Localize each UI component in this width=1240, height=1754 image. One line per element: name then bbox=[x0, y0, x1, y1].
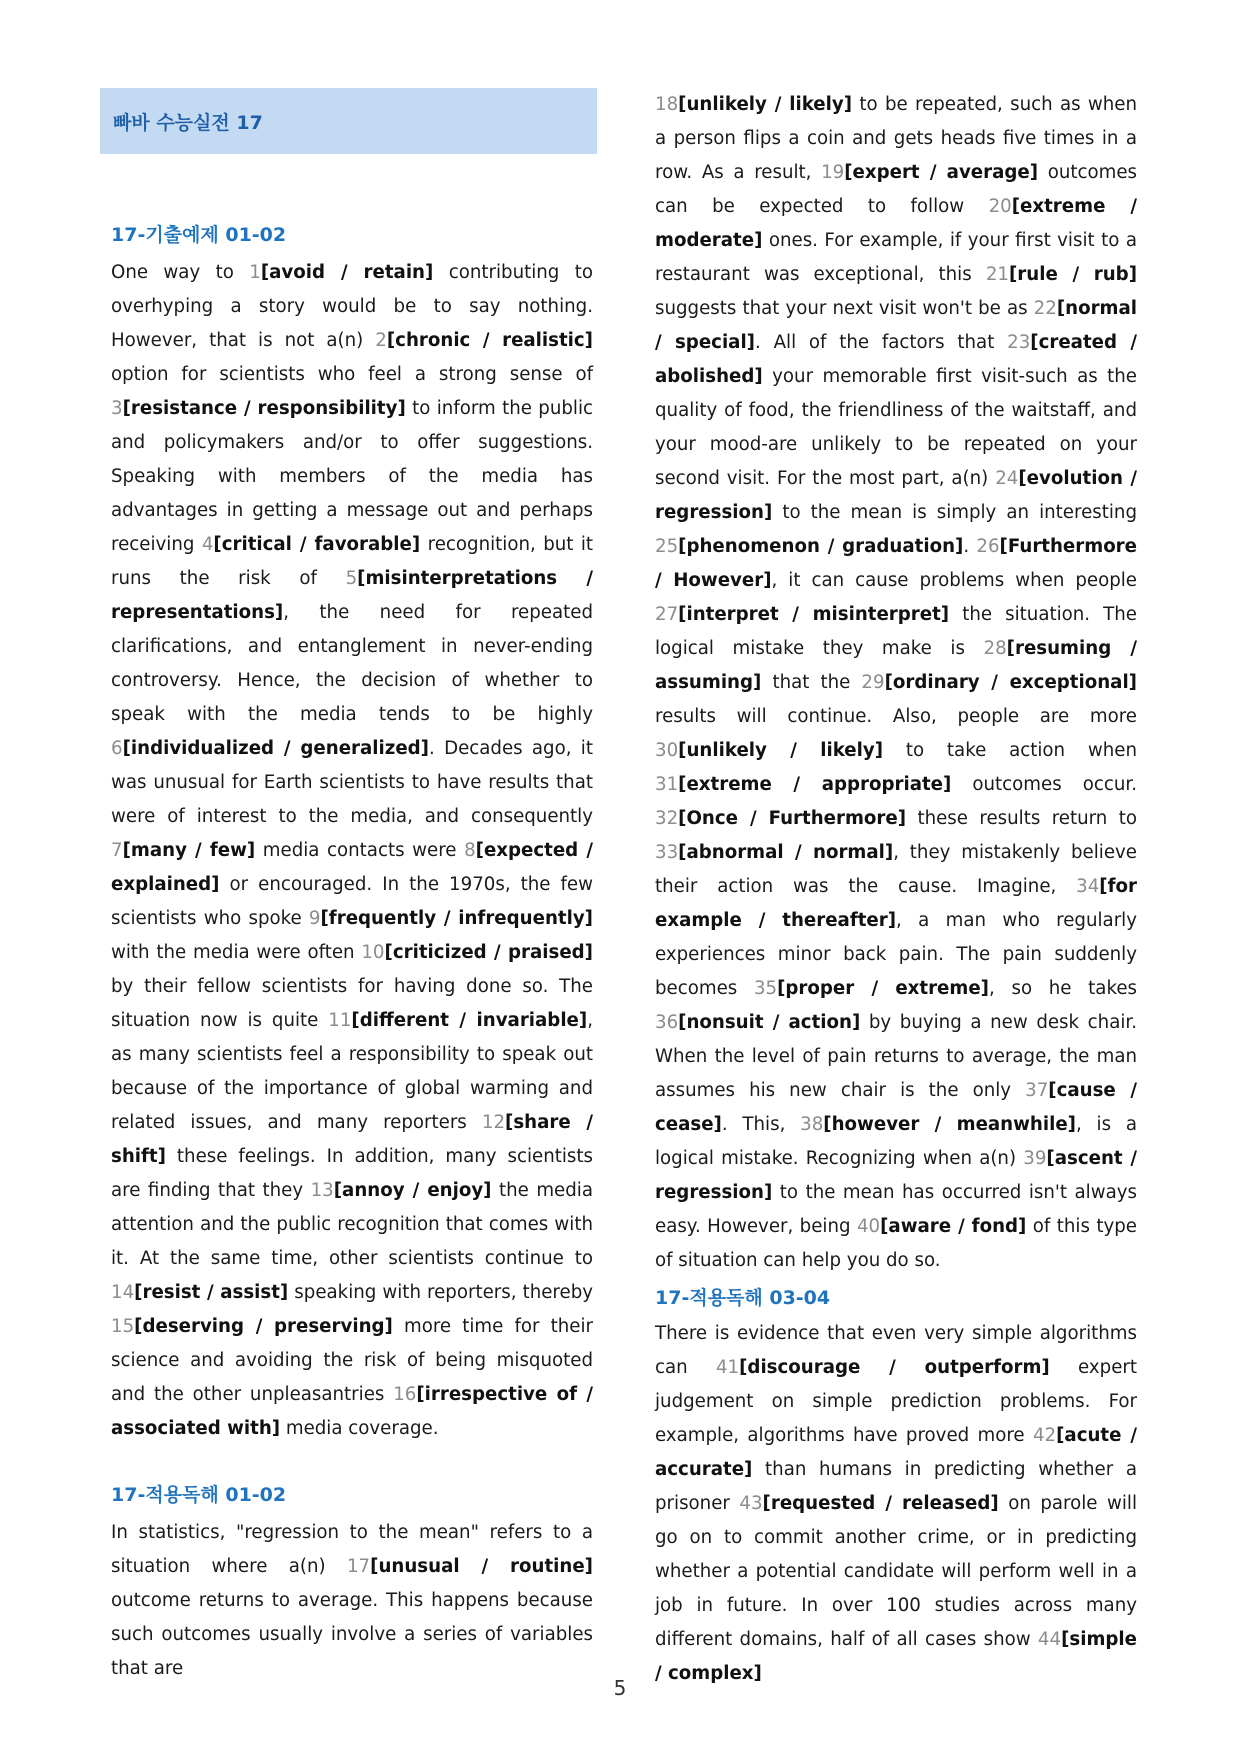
section-body-2a: In statistics, "regression to the mean" refers to a situation where a(n) 17[unusual / routine] outcome returns to average. This happens because such outcomes usually involve a series of variables that are bbox=[111, 1522, 593, 1679]
choice-pair: [individualized / generalized] bbox=[122, 738, 429, 759]
section-body-3: There is evidence that even very simple algorithms can 41[discourage / outperform] expert judgement on simple prediction problems. For example, algorithms have proved more 42[acute / accurate] than humans in predicting whether a prisoner 43[requested / released] on parole will go on to commit another crime, or in predicting whether a potential candidate will perform well in a job in future. In over 100 studies across many different domains, half of all cases show 44[simple / complex] bbox=[655, 1323, 1138, 1684]
blank-number: 23 bbox=[1007, 332, 1031, 353]
choice-pair: [simple / complex] bbox=[655, 1629, 1137, 1684]
blank-number: 34 bbox=[1076, 876, 1100, 897]
blank-number: 30 bbox=[655, 740, 679, 761]
section-title-2: 17-적용독해 01-02 bbox=[111, 1484, 287, 1506]
choice-pair: [rule / rub] bbox=[1008, 264, 1137, 285]
blank-number: 8 bbox=[464, 840, 476, 861]
blank-number: 3 bbox=[111, 398, 123, 419]
header-banner bbox=[100, 88, 597, 154]
choice-pair: [share / shift] bbox=[111, 1112, 594, 1167]
choice-pair: [requested / released] bbox=[762, 1493, 999, 1514]
blank-number: 1 bbox=[249, 262, 261, 283]
blank-number: 16 bbox=[393, 1384, 417, 1405]
choice-pair: [avoid / retain] bbox=[260, 262, 434, 283]
choice-pair: [unusual / routine] bbox=[370, 1556, 593, 1577]
blank-number: 7 bbox=[111, 840, 123, 861]
page-title: 빠바 수능실전 17 bbox=[113, 112, 263, 134]
choice-pair: [normal / special] bbox=[655, 298, 1137, 353]
section-title-3: 17-적용독해 03-04 bbox=[655, 1287, 831, 1309]
choice-pair: [resistance / responsibility] bbox=[122, 398, 406, 419]
section-title-1: 17-기출예제 01-02 bbox=[111, 224, 287, 246]
section-body-2b: 18[unlikely / likely] to be repeated, such as when a person flips a coin and gets heads five times in a row. As a result, 19[expert / average] outcomes can be expected to follow 20[extreme / moderate] ones. For example, if your first visit to a restaurant was exceptional, this 21[rule / rub] suggests that your next visit won't be as 22[normal / special]. All of the factors that 23[created / abolished] your memorable first visit-such as the quality of food, the friendliness of the waitstaff, and your mood-are unlikely to be repeated on your second visit. For the most part, a(n) 24[evolution / regression] to the mean is simply an interesting 25[phenomenon / graduation]. 26[Furthermore / However], it can cause problems when people 27[interpret / misinterpret] the situation. The logical mistake they make is 28[resuming / assuming] that the 29[ordinary / exceptional] results will continue. Also, people are more 30[unlikely / likely] to take action when 31[extreme / appropriate] outcomes occur. 32[Once / Furthermore] these results return to 33[abnormal / normal], they mistakenly believe their action was the cause. Imagine, 34[for example / thereafter], a man who regularly experiences minor back pain. The pain suddenly becomes 35[proper / extreme], so he takes 36[nonsuit / action] by buying a new desk chair. When the level of pain returns to average, the man assumes his new chair is the only 37[cause / cease]. This, 38[however / meanwhile], is a logical mistake. Recognizing when a(n) 39[ascent / regression] to the mean has occurred isn't always easy. However, being 40[aware / fond] of this type of situation can help you do so. bbox=[655, 94, 1138, 1271]
choice-pair: [frequently / infrequently] bbox=[320, 908, 593, 929]
choice-pair: [expert / average] bbox=[844, 162, 1039, 183]
blank-number: 11 bbox=[328, 1010, 352, 1031]
choice-pair: [criticized / praised] bbox=[384, 942, 593, 963]
choice-pair: [Furthermore / However] bbox=[655, 536, 1137, 591]
choice-pair: [chronic / realistic] bbox=[386, 330, 593, 351]
choice-pair: [unlikely / likely] bbox=[678, 94, 853, 115]
blank-number: 41 bbox=[715, 1357, 740, 1378]
choice-pair: [misinterpretations / representations] bbox=[111, 568, 593, 623]
choice-pair: [ordinary / exceptional] bbox=[884, 672, 1137, 693]
blank-number: 25 bbox=[655, 536, 679, 557]
blank-number: 19 bbox=[821, 162, 845, 183]
blank-number: 27 bbox=[655, 604, 679, 625]
choice-pair: [aware / fond] bbox=[880, 1216, 1027, 1237]
choice-pair: [extreme / moderate] bbox=[655, 196, 1137, 251]
blank-number: 38 bbox=[800, 1114, 824, 1135]
choice-pair: [critical / favorable] bbox=[213, 534, 421, 555]
blank-number: 21 bbox=[985, 264, 1009, 285]
blank-number: 12 bbox=[481, 1112, 506, 1133]
choice-pair: [nonsuit / action] bbox=[678, 1012, 861, 1033]
blank-number: 28 bbox=[983, 638, 1007, 659]
blank-number: 2 bbox=[375, 330, 387, 351]
blank-number: 14 bbox=[111, 1282, 135, 1303]
blank-number: 31 bbox=[655, 774, 679, 795]
choice-pair: [cause / cease] bbox=[655, 1080, 1138, 1135]
choice-pair: [acute / accurate] bbox=[655, 1425, 1137, 1480]
blank-number: 29 bbox=[861, 672, 885, 693]
blank-number: 44 bbox=[1037, 1629, 1062, 1650]
blank-number: 33 bbox=[655, 842, 679, 863]
blank-number: 22 bbox=[1033, 298, 1057, 319]
choice-pair: [resist / assist] bbox=[134, 1282, 289, 1303]
choice-pair: [unlikely / likely] bbox=[678, 740, 884, 761]
blank-number: 6 bbox=[111, 738, 123, 759]
choice-pair: [evolution / regression] bbox=[655, 468, 1138, 523]
choice-pair: [for example / thereafter] bbox=[655, 876, 1137, 931]
blank-number: 13 bbox=[310, 1180, 334, 1201]
choice-pair: [phenomenon / graduation] bbox=[678, 536, 964, 557]
choice-pair: [many / few] bbox=[122, 840, 256, 861]
choice-pair: [expected / explained] bbox=[111, 840, 593, 895]
choice-pair: [Once / Furthermore] bbox=[678, 808, 907, 829]
choice-pair: [deserving / preserving] bbox=[134, 1316, 393, 1337]
blank-number: 42 bbox=[1032, 1425, 1057, 1446]
blank-number: 35 bbox=[753, 978, 778, 999]
choice-pair: [discourage / outperform] bbox=[739, 1357, 1050, 1378]
blank-number: 17 bbox=[346, 1556, 371, 1577]
choice-pair: [abnormal / normal] bbox=[678, 842, 894, 863]
blank-number: 32 bbox=[655, 808, 679, 829]
blank-number: 18 bbox=[655, 94, 679, 115]
choice-pair: [however / meanwhile] bbox=[823, 1114, 1076, 1135]
choice-pair: [proper / extreme] bbox=[777, 978, 989, 999]
section-body-1: One way to 1[avoid / retain] contributing to overhyping a story would be to say nothing. However, that is not a(n) 2[chronic / realistic] option for scientists who feel a strong sense of 3[resistance / responsibility] to inform the public and policymakers and/or to offer suggestions. Speaking with members of the media has advantages in getting a message out and perhaps receiving 4[critical / favorable] recognition, but it runs the risk of 5[misinterpretations / representations], the need for repeated clarifications, and entanglement in never-ending controversy. Hence, the decision of whether to speak with the media tends to be highly 6[individualized / generalized]. Decades ago, it was unusual for Earth scientists to have results that were of interest to the media, and consequently 7[many / few] media contacts were 8[expected / explained] or encouraged. In the 1970s, the few scientists who spoke 9[frequently / infrequently] with the media were often 10[criticized / praised] by their fellow scientists for having done so. The situation now is quite 11[different / invariable], as many scientists feel a responsibility to speak out because of the importance of global warming and related issues, and many reporters 12[share / shift] these feelings. In addition, many scientists are finding that they 13[annoy / enjoy] the media attention and the public recognition that comes with it. At the same time, other scientists continue to 14[resist / assist] speaking with reporters, thereby 15[deserving / preserving] more time for their science and avoiding the risk of being misquoted and the other unpleasantries 16[irrespective of / associated with] media coverage. bbox=[111, 262, 594, 1439]
blank-number: 9 bbox=[308, 908, 321, 929]
blank-number: 36 bbox=[655, 1012, 679, 1033]
blank-number: 39 bbox=[1023, 1148, 1047, 1169]
blank-number: 20 bbox=[988, 196, 1012, 217]
choice-pair: [resuming / assuming] bbox=[655, 638, 1137, 693]
page-number: 5 bbox=[613, 1676, 627, 1700]
choice-pair: [ascent / regression] bbox=[655, 1148, 1137, 1203]
blank-number: 4 bbox=[201, 534, 214, 555]
blank-number: 40 bbox=[856, 1216, 881, 1237]
blank-number: 5 bbox=[345, 568, 358, 589]
blank-number: 24 bbox=[995, 468, 1019, 489]
choice-pair: [created / abolished] bbox=[655, 332, 1137, 387]
blank-number: 10 bbox=[361, 942, 385, 963]
blank-number: 37 bbox=[1025, 1080, 1049, 1101]
choice-pair: [extreme / appropriate] bbox=[678, 774, 952, 795]
choice-pair: [different / invariable] bbox=[351, 1010, 588, 1031]
blank-number: 15 bbox=[111, 1316, 135, 1337]
blank-number: 26 bbox=[976, 536, 1000, 557]
choice-pair: [interpret / misinterpret] bbox=[678, 604, 950, 625]
choice-pair: [annoy / enjoy] bbox=[333, 1180, 492, 1201]
blank-number: 43 bbox=[739, 1493, 763, 1514]
choice-pair: [irrespective of / associated with] bbox=[111, 1384, 593, 1439]
